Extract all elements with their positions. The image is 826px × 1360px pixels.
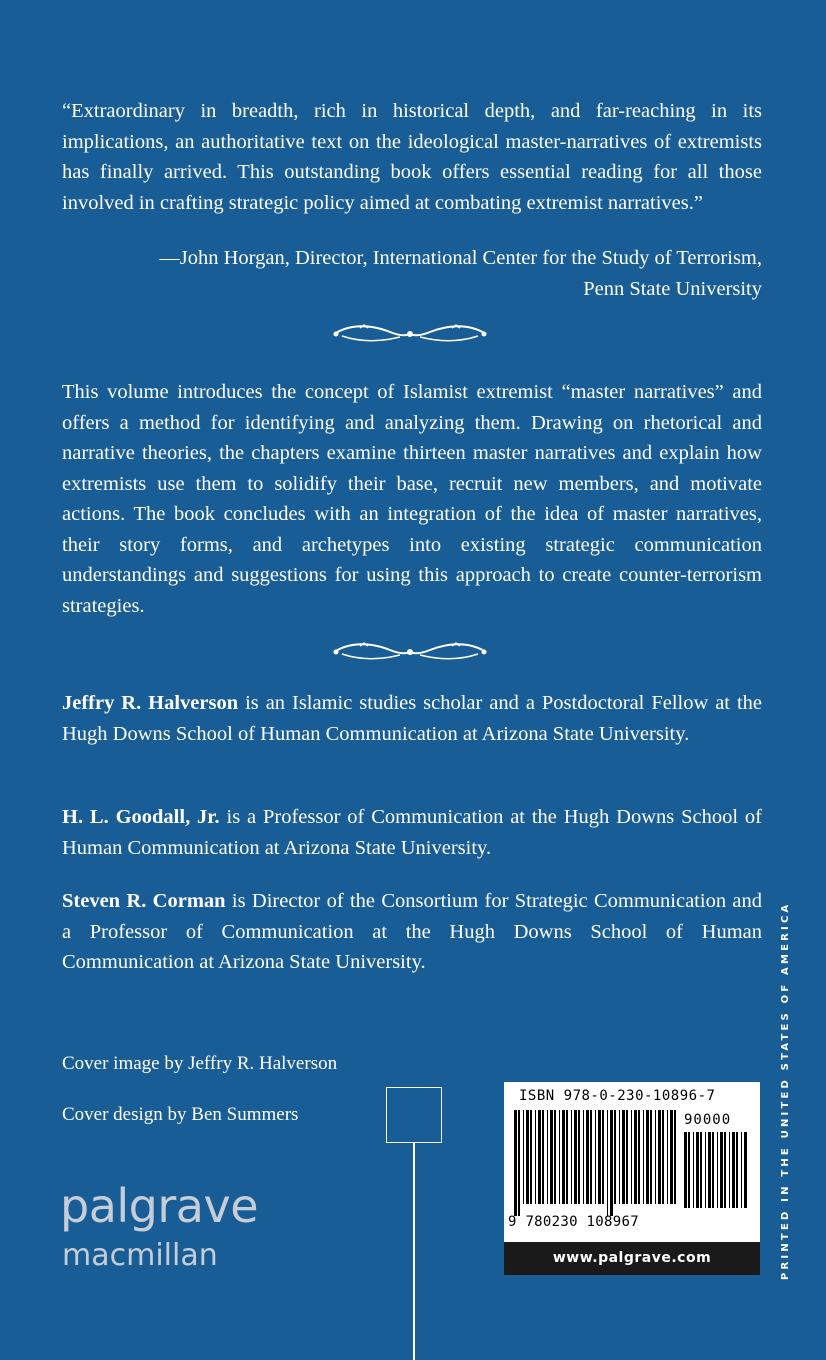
author-name: Steven R. Corman (62, 890, 226, 912)
barcode-bar (607, 1110, 608, 1216)
review-attribution (62, 243, 762, 304)
barcode-bar (619, 1110, 620, 1204)
isbn-label: ISBN 978-0-230-10896-7 (519, 1088, 716, 1104)
barcode-bar (614, 1110, 616, 1204)
publisher-url[interactable]: www.palgrave.com (504, 1242, 760, 1275)
publisher-logo-palgrave: palgrave (60, 1179, 258, 1233)
publisher-logo-macmillan: macmillan (62, 1238, 218, 1273)
barcode-panel (504, 1082, 760, 1242)
barcode-bar (736, 1132, 738, 1208)
author-bio-text: is an Islamic studies scholar and a Postdoctoral Fellow at the Hugh Downs School of Human Communication at Arizona State University. (62, 692, 762, 745)
barcode-bar (526, 1110, 529, 1204)
ornament-divider-icon (330, 322, 490, 346)
barcode-bar (583, 1110, 584, 1204)
barcode-bar (571, 1110, 572, 1204)
barcode-bar (658, 1110, 661, 1204)
author-bio-text: is a Professor of Communication at the Hugh Downs School of Human Communication at Arizona State University. (62, 806, 762, 859)
barcode-bar (732, 1132, 735, 1208)
barcode-bar (559, 1110, 560, 1204)
barcode-bar (622, 1110, 625, 1204)
barcode-bar (523, 1110, 524, 1204)
barcode-bar (696, 1132, 699, 1208)
decorative-line (413, 1143, 415, 1360)
barcode-bar (586, 1110, 589, 1204)
barcode-bar (700, 1132, 702, 1208)
ean-digits: 9 780230 108967 (508, 1214, 639, 1230)
barcode-bar (634, 1110, 637, 1204)
author-bio-corman (62, 886, 762, 978)
barcode-bar (650, 1110, 652, 1204)
barcode-bar (708, 1132, 711, 1208)
barcode-bar (638, 1110, 640, 1204)
ornament-divider-icon (330, 640, 490, 664)
barcode-icon (514, 1110, 678, 1216)
barcode-bar (674, 1110, 676, 1204)
barcode-bar (741, 1132, 742, 1208)
barcode-bar (550, 1110, 553, 1204)
price-addon-number: 90000 (684, 1112, 732, 1128)
barcode-bar (518, 1110, 520, 1216)
barcode-bar (530, 1110, 532, 1204)
barcode-bar (724, 1132, 726, 1208)
barcode-bar (693, 1132, 694, 1208)
book-description: This volume introduces the concept of Islamist extremist “master narratives” and offers a method for identifying and analyzing them. Drawing on rhetorical and narrative theories, the chapters examine thirteen master narratives and explain how extremists use them to solidify their base, recruit new members, and motivate actions. The book concludes with an integration of the idea of master narratives, their story forms, and archetypes into existing strategic communication understandings and suggestions for using this approach to create counter-terrorism strategies. (62, 381, 762, 617)
barcode-bar (602, 1110, 604, 1204)
cover-design-credit: Cover design by Ben Summers (62, 1104, 299, 1125)
barcode-bar (595, 1110, 596, 1204)
barcode-bar (542, 1110, 544, 1204)
barcode-bar (643, 1110, 644, 1204)
author-name: Jeffry R. Halverson (62, 692, 239, 714)
attribution-line-2: Penn State University (583, 277, 762, 300)
barcode-bar (662, 1110, 664, 1204)
barcode-bar (667, 1110, 668, 1204)
printed-in-usa-text: PRINTED IN THE UNITED STATES OF AMERICA (780, 901, 791, 1280)
attribution-line-1: —John Horgan, Director, International Center for the Study of Terrorism, (159, 247, 762, 269)
barcode-bar (712, 1132, 714, 1208)
author-bio-halverson (62, 688, 762, 749)
barcode-bar (598, 1110, 601, 1204)
barcode-bar (574, 1110, 577, 1204)
review-quote: “Extraordinary in breadth, rich in historical depth, and far-reaching in its implications, an authoritative text on the ideological master-narratives of extremists has finally arrived. This outstanding book offers essential reading for all those involved in crafting strategic policy aimed at combating extremist narratives.” (62, 100, 762, 214)
barcode-bar (688, 1132, 690, 1208)
barcode-bar (562, 1110, 565, 1204)
barcode-bar (655, 1110, 656, 1204)
barcode-bar (547, 1110, 548, 1204)
barcode-bar (566, 1110, 568, 1204)
barcode-bar (705, 1132, 706, 1208)
barcode-bar (646, 1110, 649, 1204)
barcode-bar (729, 1132, 730, 1208)
barcode-bar (717, 1132, 718, 1208)
barcode-bar (610, 1110, 613, 1216)
barcode-bar (535, 1110, 536, 1204)
barcode-bar (744, 1132, 747, 1208)
cover-image-credit: Cover image by Jeffry R. Halverson (62, 1053, 338, 1074)
barcode-bar (578, 1110, 580, 1204)
decorative-frame (386, 1087, 442, 1143)
barcode-bar (670, 1110, 673, 1204)
author-name: H. L. Goodall, Jr. (62, 806, 220, 828)
addon-barcode-icon (684, 1132, 750, 1220)
author-bio-text: is Director of the Consortium for Strategic Communication and a Professor of Communication at the Hugh Downs School of Human Communication at Arizona State University. (62, 890, 763, 973)
barcode-bar (590, 1110, 592, 1204)
barcode-bar (538, 1110, 541, 1204)
barcode-bar (554, 1110, 556, 1204)
barcode-bar (514, 1110, 517, 1216)
barcode-bar (684, 1132, 687, 1208)
author-bio-goodall (62, 802, 762, 863)
barcode-bar (720, 1132, 723, 1208)
barcode-bar (626, 1110, 628, 1204)
barcode-bar (631, 1110, 632, 1204)
